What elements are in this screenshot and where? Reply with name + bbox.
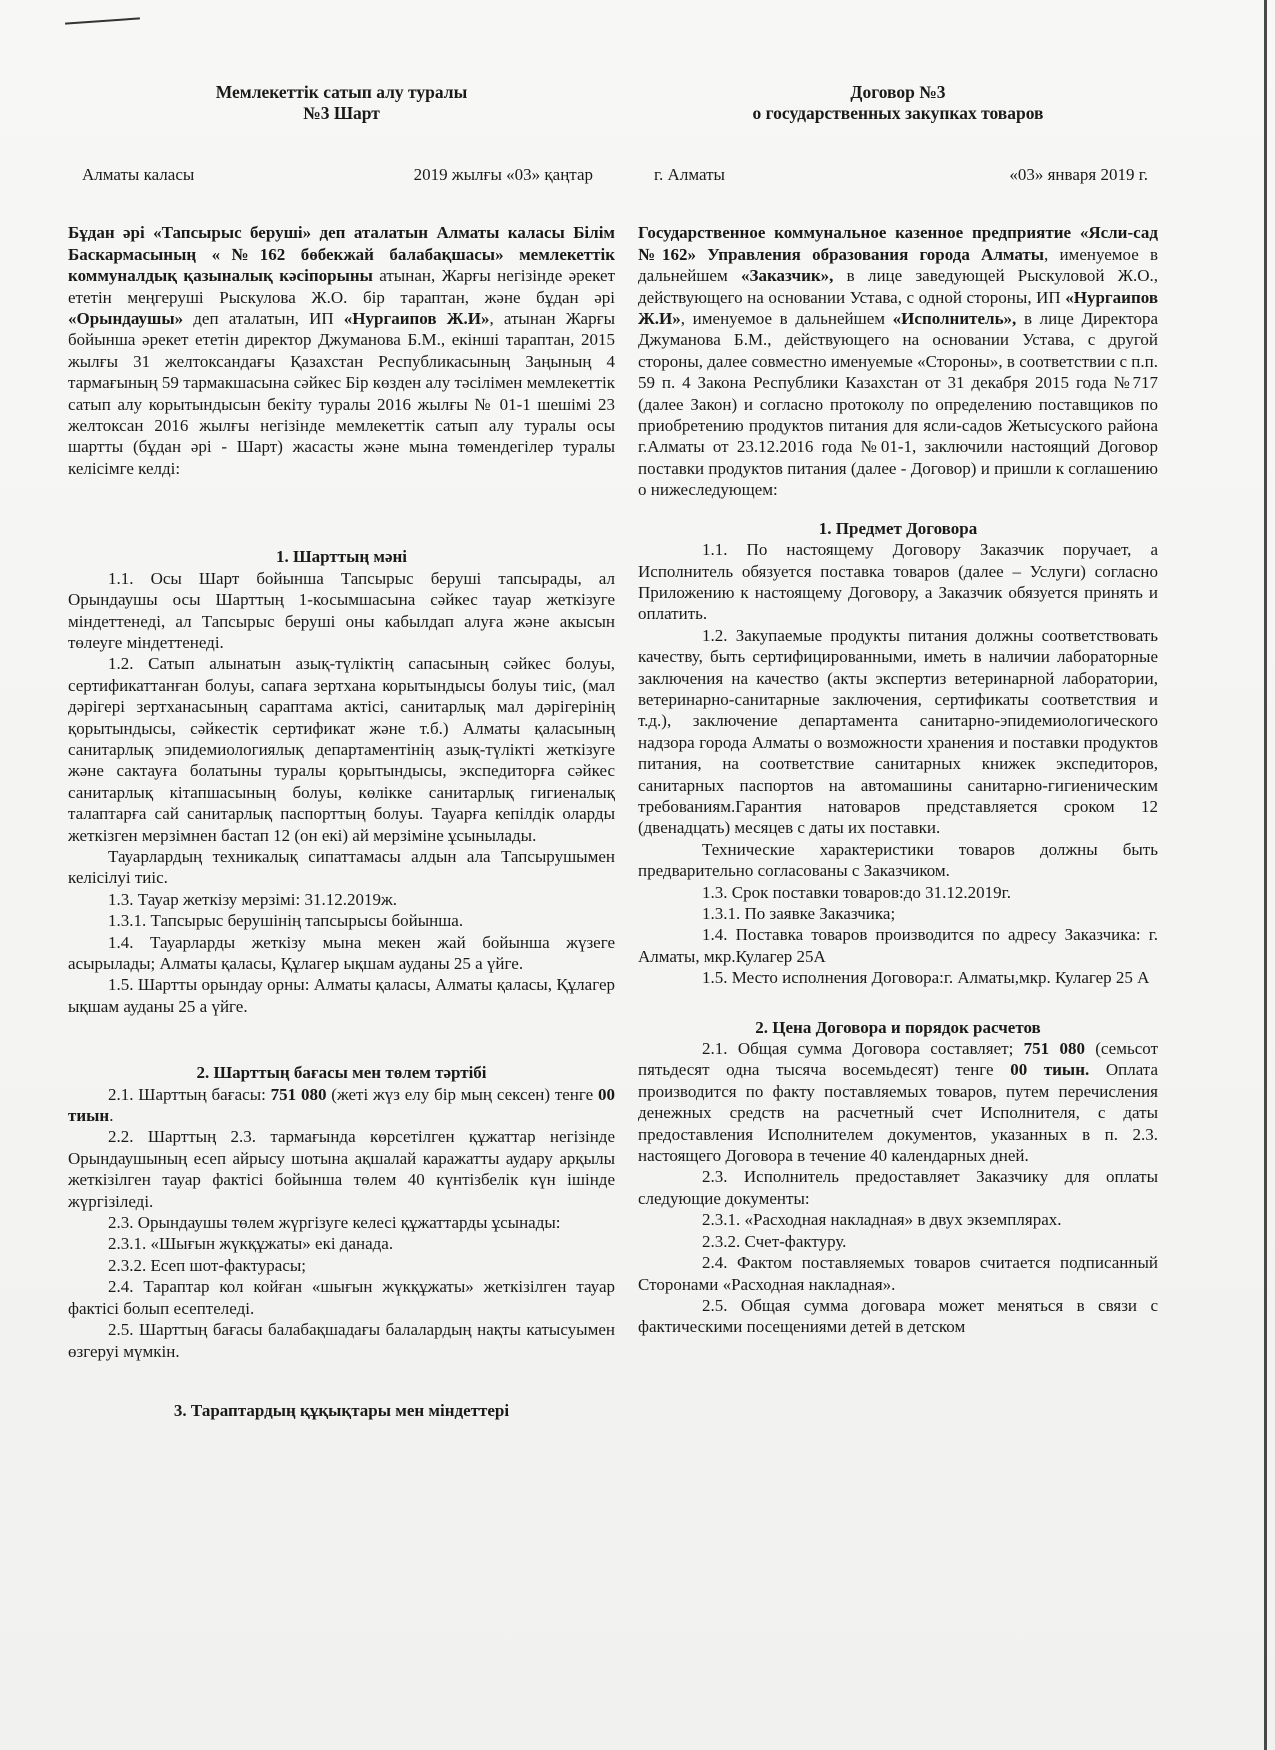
kz-section2-title: 2. Шарттың бағасы мен төлем тәртібі [196,1063,487,1083]
kz-section3-title: 3. Тараптардың құқықтары мен міндеттері [173,1400,510,1420]
kz-price-words: (жеті жүз елу бір мың сексен) тенге [326,1084,598,1104]
ru-customer-term: «Заказчик», [740,266,834,286]
kz-clause-2-2: 2.2. Шарттың 2.3. тармағында көрсетілген құжаттар негізінде Орындаушының есеп айрысу шотына ақшалай каражатты аудару арқылы жеткізілген тауар фактісі бойынша төлем 40 күнтізбелік күн ішінде жүргізіледі. [68,1127,615,1211]
ru-clause-1-3: 1.3. Срок поставки товаров:до 31.12.2019г. [702,882,1011,902]
ru-clause-2-3-2: 2.3.2. Счет-фактуру. [702,1231,847,1251]
scan-edge [1264,0,1267,1750]
kz-executor-name: «Нургаипов Ж.И» [343,309,490,329]
kz-clause-1-1: 1.1. Осы Шарт бойынша Тапсырыс беруші тапсырады, ал Орындаушы осы Шарттың 1-косымшасына сәйкес тауар жеткізуге міндеттенеді, ал Тапсырыс беруші оны кабылдап алуға және акысын төлеуге міндеттенеді. [68,568,615,652]
ru-clause-2-4: 2.4. Фактом поставляемых товаров считается подписанный Сторонами «Расходная накладная». [638,1253,1158,1294]
kz-clause-1-5: 1.5. Шартты орындау орны: Алматы қаласы, Алматы қаласы, Құлагер ықшам ауданы 25 а үйге. [68,975,615,1016]
kz-city: Алматы каласы [82,165,195,184]
ru-clause-2-5: 2.5. Общая сумма договара может меняться в связи с фактическими посещениями детей в детском [638,1295,1158,1337]
kz-place-date [68,164,615,185]
kz-price-end: . [109,1106,114,1126]
ru-preamble-text1: , именуемое в дальнейшем [638,244,1159,286]
ru-preamble-text2: в лице заведующей Рыскуловой Ж.О., действующего на основании Устава, с одной стороны, ИП [638,266,1158,307]
kz-preamble-text1: атынан, Жарғы негізінде әрекет ететін меңгеруші Рыскулова Ж.О. бір тараптан, және бұдан әрі [68,266,615,307]
kz-clause-1-3: 1.3. Тауар жеткізу мерзімі: 31.12.2019ж. [108,889,397,909]
ru-section2-title: 2. Цена Договора и порядок расчетов [755,1017,1041,1037]
ru-price-amount: 751 080 [1023,1039,1085,1059]
kz-preamble-text3: , атынан Жарғы бойынша әрекет ететін директор Джуманова Б.М., екінші тараптан, 2015 жылғы 31 желтоксандағы Қазахстан Республикасының Заңының 4 тармағының 59 тармакшасына сәйкес Бір көзден алу тәсілімен мемлекеттік сатып алу корытындысын бекіту туралы 2016 жылғы № 01-1 шешімі 23 желтоксан 2016 жылғы негізінде мемлекеттік сатып алу туралы осы шартты (бұдан әрі - Шарт) жасасты және мына төмендегілер туралы келісімге келді: [68,309,615,478]
kz-executor-term: «Орындаушы» [68,309,184,329]
russian-column [638,82,1158,1338]
ru-clause-2-3: 2.3. Исполнитель предоставляет Заказчику для оплаты следующие документы: [638,1167,1158,1208]
kz-clause-2-1 [68,1084,615,1127]
ru-preamble-text4: в лице Директора Джуманова Б.М., действующего на основании Устава, с другой стороны, далее совместно именуемые «Стороны», в соответствии с п.п. 59 п. 4 Закона Республики Казахстан от 31 декабря 2015 года №717 (далее Закон) и согласно протоколу по определению поставщиков по приобретению продуктов питания для ясли-садов Жетысуского района г.Алматы от 23.12.2016 года №01-1, заключили настоящий Договор поставки продуктов питания (далее - Договор) и пришли к соглашению о нижеследующем: [638,309,1158,500]
kz-clause-2-3-1: 2.3.1. «Шығын жүкқұжаты» екі данада. [108,1234,394,1254]
kz-date: 2019 жылғы «03» қаңтар [413,165,593,184]
kz-customer-name: Бұдан әрі «Тапсырыс беруші» деп аталатын Алматы каласы Білім Баскармасының «№162 бөбекжай балабақшасы» мемлекеттік коммуналдық қазыналық кәсіпорыны [68,223,615,286]
ru-price-terms: Оплата производится по факту поставляемых товаров, путем перечисления денежных средств на расчетный счет Исполнителя, с даты предоставления Исполнителем документов, указанных в п. 2.3. настоящего Договора в течение 40 календарных дней. [638,1060,1158,1166]
ru-executor-term: «Исполнитель», [892,309,1017,329]
ru-clause-1-4: 1.4. Поставка товаров производится по адресу Заказчика: г. Алматы, мкр.Кулагер 25А [638,925,1158,966]
ru-preamble-text3: , именуемое в дальнейшем [680,309,893,329]
ru-clause-2-3-1: 2.3.1. «Расходная накладная» в двух экземплярах. [702,1210,1062,1230]
ru-clause-1-3-1: 1.3.1. По заявке Заказчика; [702,904,896,923]
kz-price-amount: 751 080 [270,1084,327,1104]
ru-section1-title: 1. Предмет Договора [818,518,978,538]
ru-clause-2-1 [638,1038,1158,1166]
kz-clause-1-2: 1.2. Сатып алынатын азық-түліктің сапасының сәйкес болуы, сертификаттанған болуы, сапаға зертхана корытындысы болуы тиіс, (мал дәрігері зертханасының сараптама актісі, санитарлық мал дәрігерінің қорытындысы, сәйкестік сертификат және т.б.) Алматы қаласының санитарлық эпидемиологиялық департаментінің азық-түлікті жеткізуге және сактауға болатыны туралы қорытындысы, экспедиторға сәйкес санитарлық кітапшасының болуы, көлікке санитарлық гигиеналық талаптарға сай санитарлық паспорттың болуы. Тауарға кепілдік оларды жеткізген мерзімнен бастап 12 (он екі) ай мерзіміне ұсынылады. [68,654,615,845]
ru-price-label: 2.1. Общая сумма Договора составляет; [702,1039,1024,1059]
scan-mark [65,17,140,24]
ru-clause-tech: Технические характеристики товаров должны быть предварительно согласованы с Заказчиком. [638,839,1158,881]
ru-executor-name: «Нургаипов Ж.И» [638,287,1158,329]
kz-title-line1: Мемлекеттік сатып алу туралы [215,82,468,102]
ru-title-line1: Договор №3 [850,82,946,102]
ru-title-line2: о государственных закупках товаров [752,103,1044,123]
ru-preamble [638,222,1158,500]
kz-price-tiyn: 00 тиын [68,1084,615,1126]
kz-clause-tech: Тауарлардың техникалық сипаттамасы алдын ала Тапсырушымен келісілуі тиіс. [68,846,615,888]
kz-clause-2-3-2: 2.3.2. Есеп шот-фактурасы; [108,1255,307,1275]
ru-customer-name: Государственное коммунальное казенное предприятие «Ясли-сад №162» Управления образования города Алматы [638,223,1158,264]
ru-place-date [638,164,1158,185]
ru-clause-1-5: 1.5. Место исполнения Договора:г. Алматы,мкр. Кулагер 25 А [702,968,1150,988]
ru-price-tiyn: 00 тиын. [1010,1060,1090,1080]
kz-preamble [68,222,615,479]
kz-clause-2-5: 2.5. Шарттың бағасы балабақшадағы балалардың нақты катысуымен өзгеруі мүмкін. [68,1320,615,1361]
kz-title-line2: №3 Шарт [303,103,380,123]
kz-clause-1-3-1: 1.3.1. Тапсырыс берушінің тапсырысы бойынша. [108,911,464,931]
kz-clause-2-3: 2.3. Орындаушы төлем жүргізуге келесі құжаттарды ұсынады: [108,1213,561,1233]
kazakh-column [68,82,615,1421]
ru-city: г. Алматы [654,165,725,184]
ru-clause-1-2: 1.2. Закупаемые продукты питания должны соответствовать качеству, быть сертифицированными, иметь в наличии лабораторные заключения на качество (акты экспертиз ветеринарной лаборатории, ветеринарно-санитарные заключения, сертификаты соответствия и т.д.), заключение департамента санитарно-эпидемиологического надзора города Алматы о возможности хранения и поставки продуктов питания, на соответствие санитарных книжек экспедиторов, санитарных паспортов на автомашины санитарно-гигиеническим требованиям.Гарантия натоваров представляется сроком 12 (двенадцать) месяцев с даты их поставки. [638,625,1158,838]
kz-clause-2-4: 2.4. Тараптар кол койған «шығын жүкқұжаты» жеткізілген тауар фактісі болып есептеледі. [68,1277,615,1318]
kz-section1-title: 1. Шарттың мәні [275,547,408,567]
kz-price-label: 2.1. Шарттың бағасы: [108,1084,271,1104]
ru-clause-1-1: 1.1. По настоящему Договору Заказчик поручает, а Исполнитель обязуется поставка товаров (далее – Услуги) согласно Приложению к настоящему Договору, а Заказчик обязуется принять и оплатить. [638,540,1158,624]
ru-date: «03» января 2019 г. [1009,165,1148,184]
ru-price-words: (семьсот пятьдесят одна тысяча восемьдесят) тенге [638,1039,1158,1080]
kz-preamble-text2: деп аталатын, ИП [183,309,344,329]
kz-clause-1-4: 1.4. Тауарларды жеткізу мына мекен жай бойынша жүзеге асырылады; Алматы қаласы, Құлагер ықшам ауданы 25 а үйге. [68,932,615,973]
